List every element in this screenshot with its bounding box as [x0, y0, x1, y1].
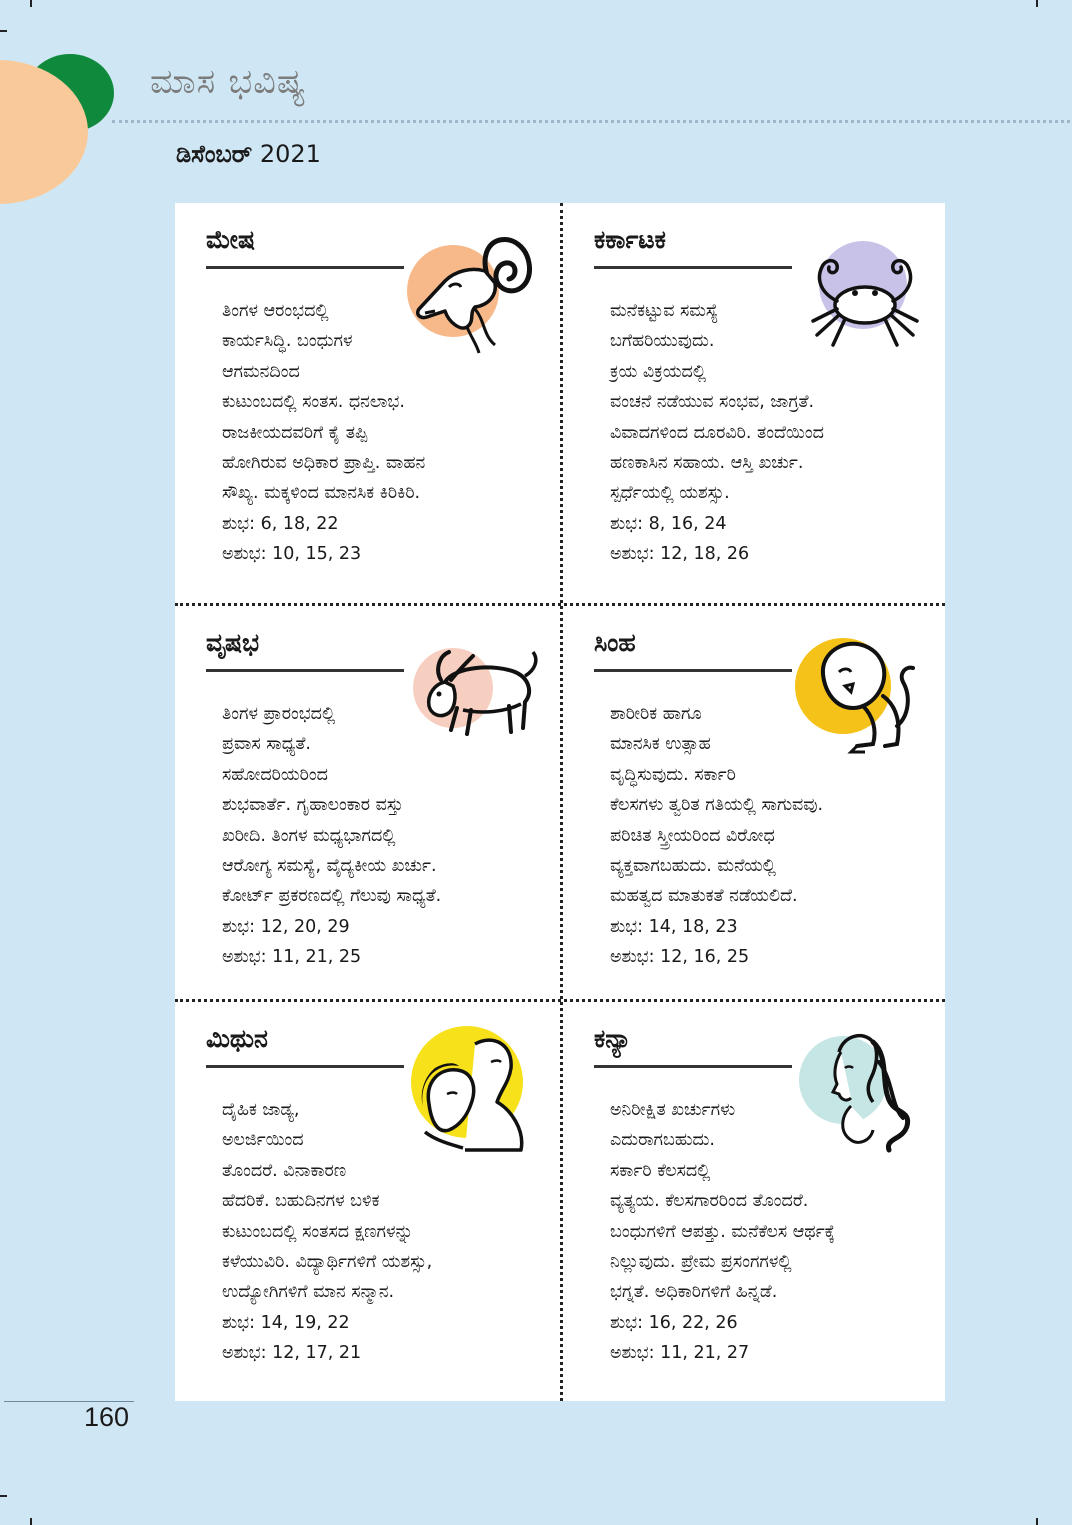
forecast-line: ವ್ಯಕ್ತವಾಗಬಹುದು. ಮನೆಯಲ್ಲಿ — [610, 856, 776, 877]
forecast-line: ಕ್ರಯ ವಿಕ್ರಯದಲ್ಲಿ — [610, 361, 707, 382]
month-name: ಡಿಸೆಂಬರ್ — [176, 140, 253, 168]
auspicious-dates: ಶುಭ: 8, 16, 24 — [610, 513, 727, 534]
forecast-line: ಎದುರಾಗಬಹುದು. — [610, 1130, 715, 1151]
sign-forecast — [222, 296, 425, 570]
forecast-line: ಶುಭವಾರ್ತೆ. ಗೃಹಾಲಂಕಾರ ವಸ್ತು — [222, 795, 404, 816]
forecast-line: ಬಗೆಹರಿಯುವುದು. — [610, 331, 715, 352]
forecast-line: ವಿವಾದಗಳಿಂದ ದೂರವಿರಿ. ತಂದೆಯಿಂದ — [610, 422, 824, 443]
sign-underline — [594, 266, 792, 269]
month-year: 2021 — [259, 140, 321, 168]
sign-underline — [594, 1065, 792, 1068]
sign-card-mesha — [175, 203, 560, 600]
forecast-line: ಶಾರೀರಿಕ ಹಾಗೂ — [610, 704, 702, 724]
forecast-line: ಸೌಖ್ಯ. ಮಕ್ಕಳಿಂದ ಮಾನಸಿಕ ಕಿರಿಕಿರಿ. — [222, 483, 421, 504]
forecast-line: ತಿಂಗಳ ಆರಂಭದಲ್ಲಿ — [222, 301, 329, 321]
forecast-line: ರಾಜಕೀಯದವರಿಗೆ ಕೈ ತಪ್ಪಿ — [222, 422, 368, 443]
forecast-line: ಕಳೆಯುವಿರಿ. ವಿದ್ಯಾರ್ಥಿಗಳಿಗೆ ಯಶಸ್ಸು, — [222, 1252, 433, 1273]
forecast-line: ಮಹತ್ವದ ಮಾತುಕತೆ ನಡೆಯಲಿದೆ. — [610, 886, 798, 907]
sign-forecast — [222, 699, 441, 973]
title-divider — [112, 120, 1070, 123]
forecast-line: ವಂಚನೆ ನಡೆಯುವ ಸಂಭವ, ಜಾಗ್ರತೆ. — [610, 392, 815, 413]
section-title: ಮಾಸ ಭವಿಷ್ಯ — [150, 62, 307, 102]
forecast-line: ಸರ್ಕಾರಿ ಕೆಲಸದಲ್ಲಿ — [610, 1160, 711, 1181]
forecast-line: ಅಲರ್ಜಿಯಿಂದ — [222, 1130, 304, 1151]
crop-mark — [1036, 1518, 1038, 1525]
crop-mark — [0, 1495, 7, 1497]
forecast-line: ದೈಹಿಕ ಜಾಡ್ಯ, — [222, 1100, 300, 1120]
sign-card-karkataka — [563, 203, 948, 600]
sign-name: ಕರ್ಕಾಟಕ — [594, 225, 666, 254]
sign-card-simha — [563, 606, 948, 1003]
sign-forecast — [610, 1095, 835, 1369]
forecast-line: ನಿಲ್ಲುವುದು. ಪ್ರೇಮ ಪ್ರಸಂಗಗಳಲ್ಲಿ — [610, 1252, 792, 1273]
forecast-line: ಮಾನಸಿಕ ಉತ್ಸಾಹ — [610, 734, 711, 755]
crop-mark — [30, 1518, 32, 1525]
sign-card-mithuna — [175, 1002, 560, 1399]
forecast-line: ಸಹೋದರಿಯರಿಂದ — [222, 764, 328, 785]
forecast-line: ಸ್ಪರ್ಧೆಯಲ್ಲಿ ಯಶಸ್ಸು. — [610, 483, 730, 504]
sign-name: ಕನ್ಯಾ — [594, 1024, 632, 1053]
inauspicious-dates: ಅಶುಭ: 12, 16, 25 — [610, 947, 750, 968]
forecast-line: ವ್ಯತ್ಯಯ. ಕೆಲಸಗಾರರಿಂದ ತೊಂದರೆ. — [610, 1191, 809, 1212]
sign-name: ಸಿಂಹ — [594, 628, 636, 657]
forecast-line: ಕುಟುಂಬದಲ್ಲಿ ಸಂತಸ. ಧನಲಾಭ. — [222, 392, 405, 413]
crop-mark — [30, 0, 32, 7]
inauspicious-dates: ಅಶುಭ: 12, 17, 21 — [222, 1343, 362, 1364]
forecast-line: ಕಾರ್ಯಸಿದ್ಧಿ. ಬಂಧುಗಳ — [222, 331, 353, 352]
sign-underline — [206, 669, 404, 672]
sign-name: ವೃಷಭ — [206, 628, 260, 657]
forecast-line: ಬಂಧುಗಳಿಗೆ ಆಪತ್ತು. ಮನೆಕೆಲಸ ಆರ್ಥಕ್ಕೆ — [610, 1221, 835, 1242]
auspicious-dates: ಶುಭ: 12, 20, 29 — [222, 916, 350, 937]
forecast-line: ಖರೀದಿ. ತಿಂಗಳ ಮಧ್ಯಭಾಗದಲ್ಲಿ — [222, 825, 396, 846]
horoscope-panel — [175, 203, 945, 1401]
sign-forecast — [610, 296, 824, 570]
forecast-line: ಕುಟುಂಬದಲ್ಲಿ ಸಂತಸದ ಕ್ಷಣಗಳನ್ನು — [222, 1221, 414, 1242]
sign-underline — [206, 1065, 404, 1068]
forecast-line: ತಿಂಗಳ ಪ್ರಾರಂಭದಲ್ಲಿ — [222, 704, 336, 724]
forecast-line: ಪ್ರವಾಸ ಸಾಧ್ಯತೆ. — [222, 734, 311, 755]
forecast-line: ತೊಂದರೆ. ವಿನಾಕಾರಣ — [222, 1160, 347, 1181]
forecast-line: ಮನೆಕಟ್ಟುವ ಸಮಸ್ಯೆ — [610, 301, 719, 321]
sign-forecast — [610, 699, 823, 973]
auspicious-dates: ಶುಭ: 14, 19, 22 — [222, 1312, 350, 1333]
auspicious-dates: ಶುಭ: 16, 22, 26 — [610, 1312, 738, 1333]
inauspicious-dates: ಅಶುಭ: 10, 15, 23 — [222, 544, 362, 565]
forecast-line: ಹಣಕಾಸಿನ ಸಹಾಯ. ಆಸ್ತಿ ಖರ್ಚು. — [610, 453, 804, 474]
forecast-line: ಉದ್ಯೋಗಿಗಳಿಗೆ ಮಾನ ಸನ್ಮಾನ. — [222, 1282, 395, 1303]
inauspicious-dates: ಅಶುಭ: 11, 21, 25 — [222, 947, 362, 968]
forecast-line: ಆರೋಗ್ಯ ಸಮಸ್ಯೆ, ವೈದ್ಯಕೀಯ ಖರ್ಚು. — [222, 856, 437, 877]
sign-underline — [594, 669, 792, 672]
sign-card-vrishabha — [175, 606, 560, 1003]
forecast-line: ವೃದ್ಧಿಸುವುದು. ಸರ್ಕಾರಿ — [610, 764, 736, 785]
sign-card-kanya — [563, 1002, 948, 1399]
forecast-line: ಹೋಗಿರುವ ಅಧಿಕಾರ ಪ್ರಾಪ್ತಿ. ವಾಹನ — [222, 453, 426, 474]
auspicious-dates: ಶುಭ: 14, 18, 23 — [610, 916, 738, 937]
sign-forecast — [222, 1095, 432, 1369]
crop-mark — [0, 30, 7, 32]
forecast-line: ಹೆದರಿಕೆ. ಬಹುದಿನಗಳ ಬಳಿಕ — [222, 1191, 380, 1212]
sign-underline — [206, 266, 404, 269]
forecast-line: ಪರಿಚಿತ ಸ್ತ್ರೀಯರಿಂದ ವಿರೋಧ — [610, 825, 775, 846]
sign-name: ಮಿಥುನ — [206, 1024, 268, 1053]
inauspicious-dates: ಅಶುಭ: 11, 21, 27 — [610, 1343, 750, 1364]
month-heading — [176, 140, 321, 168]
auspicious-dates: ಶುಭ: 6, 18, 22 — [222, 513, 339, 534]
inauspicious-dates: ಅಶುಭ: 12, 18, 26 — [610, 544, 750, 565]
forecast-line: ಅನಿರೀಕ್ಷಿತ ಖರ್ಚುಗಳು — [610, 1100, 736, 1120]
sign-name: ಮೇಷ — [206, 225, 255, 254]
forecast-line: ಕೋರ್ಟ್ ಪ್ರಕರಣದಲ್ಲಿ ಗೆಲುವು ಸಾಧ್ಯತೆ. — [222, 886, 442, 907]
crop-mark — [1036, 0, 1038, 7]
forecast-line: ಕೆಲಸಗಳು ತ್ವರಿತ ಗತಿಯಲ್ಲಿ ಸಾಗುವವು. — [610, 795, 824, 816]
forecast-line: ಭಗ್ನತೆ. ಅಧಿಕಾರಿಗಳಿಗೆ ಹಿನ್ನಡೆ. — [610, 1282, 778, 1303]
forecast-line: ಆಗಮನದಿಂದ — [222, 361, 300, 382]
page-number: 160 — [84, 1402, 130, 1432]
ram-icon — [405, 223, 545, 358]
